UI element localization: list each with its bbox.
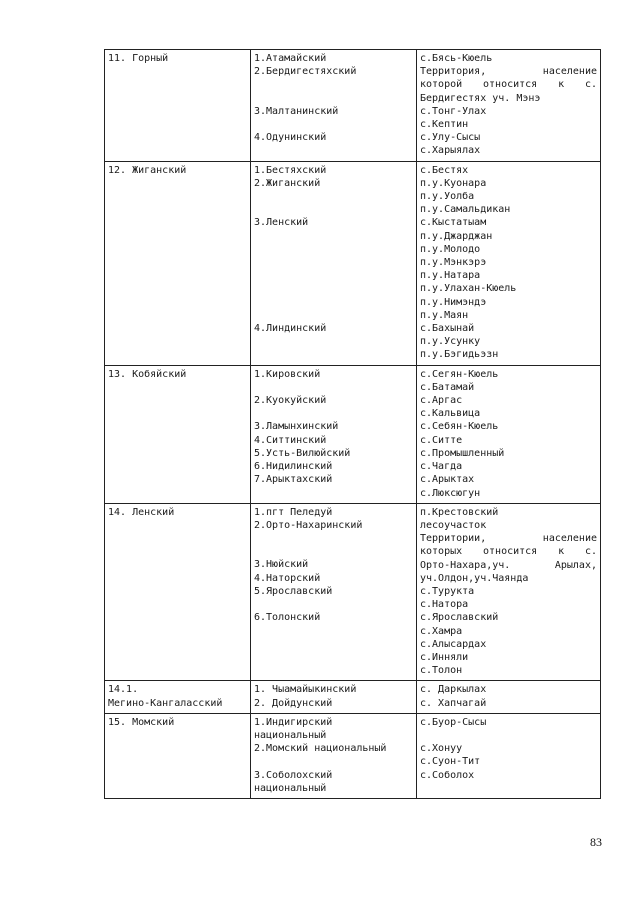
- cell-text-line: с. Хапчагай: [420, 697, 487, 709]
- cell-text-line: 6.Нидилинский: [254, 461, 333, 473]
- blank-line: [254, 203, 413, 216]
- table-body: [105, 50, 601, 799]
- cell-text-line: 15. Момский: [108, 716, 175, 728]
- cell-text-line: 3.Ламынхинский: [254, 421, 339, 433]
- settlement-cell: [417, 365, 601, 503]
- cell-text-line: которых относится к с.: [420, 546, 597, 558]
- cell-text-line: п.у.Джарджан: [420, 230, 493, 242]
- table-row: [105, 50, 601, 162]
- cell-text-line: с.Бясь-Кюель: [420, 53, 493, 64]
- cell-text-line: п.у.Маян: [420, 309, 469, 321]
- district-cell: [105, 503, 251, 681]
- page-number: 83: [590, 835, 602, 849]
- cell-text-line: с.Ситте: [420, 434, 463, 446]
- cell-text-line: Бердигестях уч. Мэнэ: [420, 92, 541, 104]
- cell-text-line: 12. Жиганский: [108, 164, 187, 176]
- cell-text-line: Мегино-Кангаласский: [108, 697, 223, 709]
- cell-text-line: 5.Усть-Вилюйский: [254, 447, 351, 459]
- blank-line: [254, 92, 413, 105]
- cell-text-line: 3.Соболохский: [254, 769, 333, 781]
- district-cell: [105, 681, 251, 713]
- cell-text-line: с.Кептин: [420, 119, 469, 131]
- cell-text-line: п.Крестовский: [420, 506, 499, 518]
- cell-text-line: лесоучасток: [420, 519, 487, 531]
- nasleg-cell: [251, 365, 417, 503]
- cell-text-line: с.Харыялах: [420, 145, 481, 157]
- cell-text-line: с.Инняли: [420, 651, 469, 663]
- settlement-cell: [417, 503, 601, 681]
- cell-text-line: с.Суон-Тит: [420, 756, 481, 768]
- cell-text-line: 1.Индигирский: [254, 716, 333, 728]
- cell-text-line: 2.Бердигестяхский: [254, 66, 357, 78]
- cell-text-line: 14. Ленский: [108, 506, 175, 518]
- table-row: [105, 161, 601, 365]
- cell-text-line: п.у.Уолба: [420, 191, 475, 203]
- district-cell: [105, 50, 251, 162]
- blank-line: [254, 243, 413, 256]
- settlement-cell: [417, 681, 601, 713]
- cell-text-line: с.Толон: [420, 665, 463, 677]
- table-row: [105, 365, 601, 503]
- table-row: [105, 503, 601, 681]
- cell-text-line: с.Бахынай: [420, 323, 475, 335]
- blank-line: [420, 729, 597, 742]
- cell-text-line: уч.Олдон,уч.Чаянда: [420, 572, 529, 584]
- cell-text-line: п.у.Нимэндэ: [420, 296, 487, 308]
- blank-line: [254, 598, 413, 611]
- district-cell: [105, 365, 251, 503]
- cell-text-line: с.Батамай: [420, 381, 475, 393]
- cell-text-line: с.Соболох: [420, 769, 475, 781]
- cell-text-line: 1.Бестяхский: [254, 164, 327, 176]
- cell-text-line: с.Ярославский: [420, 612, 499, 624]
- cell-text-line: 4.Наторский: [254, 572, 321, 584]
- district-cell: [105, 713, 251, 798]
- table-row: [105, 681, 601, 713]
- cell-text-line: с.Буор-Сысы: [420, 716, 487, 728]
- cell-text-line: 1. Чыамайыкинский: [254, 684, 357, 696]
- cell-text-line: национальный: [254, 782, 327, 794]
- nasleg-cell: [251, 161, 417, 365]
- blank-line: [254, 118, 413, 131]
- cell-text-line: п.у.Куонара: [420, 177, 487, 189]
- cell-text-line: с.Натора: [420, 599, 469, 611]
- nasleg-cell: [251, 681, 417, 713]
- cell-text-line: 1.Атамайский: [254, 53, 327, 64]
- cell-text-line: п.у.Усунку: [420, 336, 481, 348]
- cell-text-line: с.Промышленный: [420, 447, 505, 459]
- nasleg-cell: [251, 50, 417, 162]
- cell-text-line: с.Люксюгун: [420, 487, 481, 499]
- district-cell: [105, 161, 251, 365]
- blank-line: [254, 381, 413, 394]
- cell-text-line: 1.Кировский: [254, 368, 321, 380]
- cell-text-line: с.Бестях: [420, 164, 469, 176]
- cell-text-line: с.Чагда: [420, 461, 463, 473]
- cell-text-line: с.Хонуу: [420, 743, 463, 755]
- cell-text-line: 4.Одунинский: [254, 132, 327, 144]
- blank-line: [254, 78, 413, 91]
- cell-text-line: 6.Толонский: [254, 612, 321, 624]
- cell-text-line: 2.Орто-Нахаринский: [254, 519, 363, 531]
- cell-text-line: 4.Линдинский: [254, 322, 327, 334]
- cell-text-line: с.Алысардах: [420, 638, 487, 650]
- blank-line: [254, 755, 413, 768]
- cell-text-line: с.Хамра: [420, 625, 463, 637]
- blank-line: [254, 545, 413, 558]
- cell-text-line: с.Тонг-Улах: [420, 105, 487, 117]
- blank-line: [254, 230, 413, 243]
- cell-text-line: которой относится к с.: [420, 79, 597, 91]
- settlement-cell: [417, 161, 601, 365]
- settlement-cell: [417, 713, 601, 798]
- cell-text-line: с.Аргас: [420, 395, 463, 407]
- cell-text-line: с.Себян-Кюель: [420, 421, 499, 433]
- cell-text-line: 4.Ситтинский: [254, 434, 327, 446]
- cell-text-line: с.Кальвица: [420, 408, 481, 420]
- cell-text-line: 5.Ярославский: [254, 585, 333, 597]
- cell-text-line: п.у.Самальдикан: [420, 204, 511, 216]
- blank-line: [254, 269, 413, 282]
- cell-text-line: с.Турукта: [420, 585, 475, 597]
- cell-text-line: 3.Ленский: [254, 217, 309, 229]
- cell-text-line: с.Арыктах: [420, 474, 475, 486]
- cell-text-line: с.Улу-Сысы: [420, 132, 481, 144]
- blank-line: [254, 282, 413, 295]
- cell-text-line: 2.Жиганский: [254, 177, 321, 189]
- cell-text-line: п.у.Улахан-Кюель: [420, 283, 517, 295]
- cell-text-line: Территория, население: [420, 66, 597, 78]
- nasleg-cell: [251, 503, 417, 681]
- cell-text-line: 1.пгт Пеледуй: [254, 506, 333, 518]
- cell-text-line: Территории, население: [420, 533, 597, 545]
- blank-line: [254, 407, 413, 420]
- settlement-cell: [417, 50, 601, 162]
- cell-text-line: п.у.Натара: [420, 270, 481, 282]
- blank-line: [254, 190, 413, 203]
- blank-line: [254, 532, 413, 545]
- cell-text-line: Орто-Нахара,уч. Арылах,: [420, 559, 597, 571]
- cell-text-line: национальный: [254, 729, 327, 741]
- cell-text-line: 7.Арыктахский: [254, 474, 333, 486]
- cell-text-line: с. Даркылах: [420, 684, 487, 696]
- settlements-table: [104, 49, 601, 799]
- blank-line: [254, 309, 413, 322]
- cell-text-line: 3.Малтанинский: [254, 105, 339, 117]
- cell-text-line: 2.Момский национальный: [254, 743, 387, 755]
- cell-text-line: п.у.Молодо: [420, 243, 481, 255]
- blank-line: [254, 256, 413, 269]
- cell-text-line: 3.Нюйский: [254, 559, 309, 571]
- cell-text-line: п.у.Бэгидьэзн: [420, 349, 499, 361]
- cell-text-line: 14.1.: [108, 684, 139, 696]
- cell-text-line: 2.Куокуйский: [254, 395, 327, 407]
- cell-text-line: с.Сегян-Кюель: [420, 368, 499, 380]
- cell-text-line: с.Кыстатыам: [420, 217, 487, 229]
- table-row: [105, 713, 601, 798]
- nasleg-cell: [251, 713, 417, 798]
- cell-text-line: п.у.Мэнкэрэ: [420, 257, 487, 269]
- cell-text-line: 13. Кобяйский: [108, 368, 187, 380]
- cell-text-line: 2. Дойдунский: [254, 697, 333, 709]
- blank-line: [254, 296, 413, 309]
- cell-text-line: 11. Горный: [108, 53, 169, 64]
